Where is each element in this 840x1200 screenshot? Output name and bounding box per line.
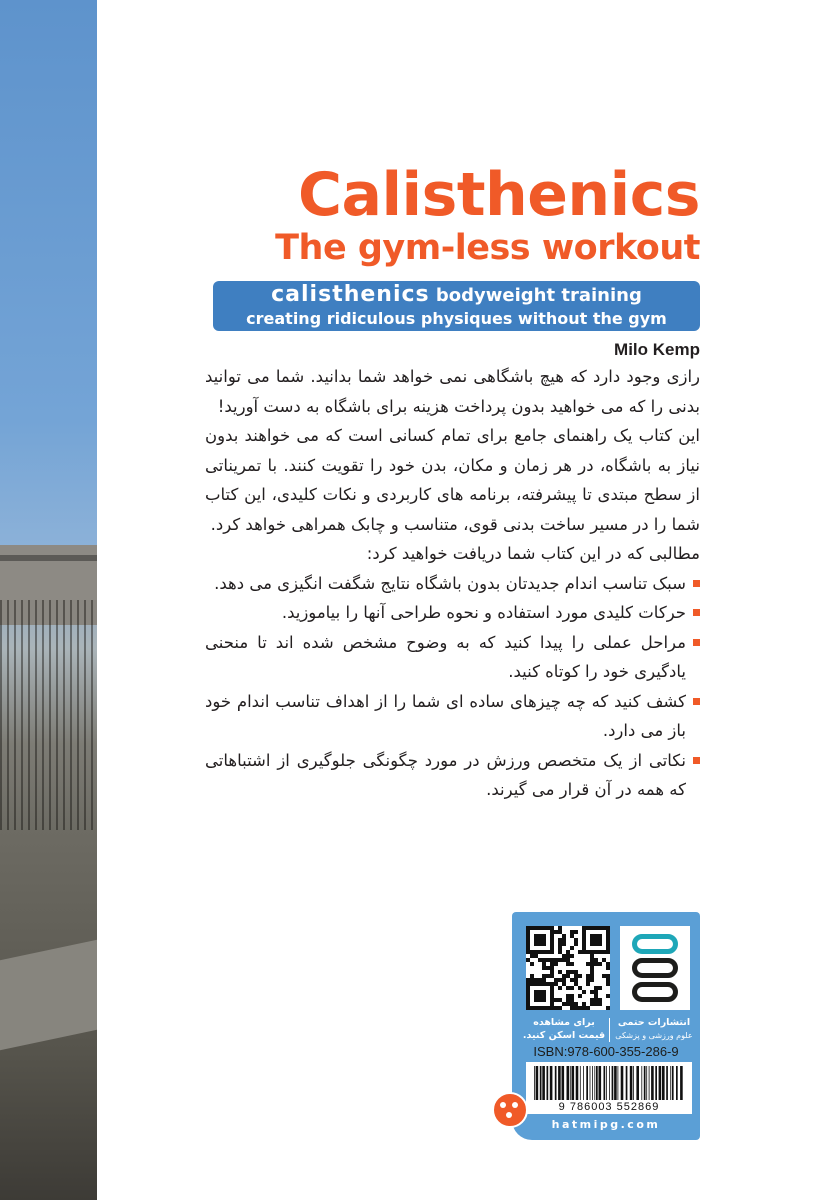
barcode-bar <box>562 1066 565 1100</box>
isbn-text: ISBN:978-600-355-286-9 <box>533 1044 679 1059</box>
qr-cell <box>554 962 558 966</box>
list-item: مراحل عملی را پیدا کنید که به وضوح مشخص شده اند تا منحنی یادگیری خود را کوتاه کنید. <box>205 628 700 687</box>
description-paragraph: این کتاب یک راهنمای جامع برای تمام کسانی است که می خواهند بدون نیاز به باشگاه، در هر زمان و مکان، بدن خود را تقویت کنند. با تمریناتی از سطح مبتدی تا پیشرفته، برنامه های کاربردی و نکات کلیدی، این کتاب شما را در مسیر ساخت بدنی قوی، متناسب و چابک همراهی خواهد کرد. <box>205 426 700 534</box>
barcode-bar <box>646 1066 647 1100</box>
barcode-bar <box>649 1066 650 1100</box>
price-scan-note: برای مشاهده قیمت اسکن کنید. <box>522 1017 606 1041</box>
book-title: Calisthenics <box>297 160 700 230</box>
barcode-bar <box>618 1066 619 1100</box>
barcode-bar <box>612 1066 614 1100</box>
qr-cell <box>558 986 562 990</box>
barcode-bar <box>666 1066 668 1100</box>
barcode-bar <box>680 1066 683 1100</box>
barcode-bar <box>644 1066 646 1100</box>
barcode-bar <box>614 1066 617 1100</box>
publisher-website[interactable]: hatmipg.com <box>551 1118 661 1131</box>
barcode <box>526 1062 692 1114</box>
publisher-name: انتشارات حتمی <box>617 1017 691 1028</box>
publisher-info-box <box>512 912 700 1140</box>
qr-cell <box>570 954 574 958</box>
book-subtitle: The gym-less workout <box>275 228 700 268</box>
book-description <box>205 362 700 805</box>
cover-photo-strip <box>0 0 97 1200</box>
description-paragraph: رازی وجود دارد که هیچ باشگاهی نمی خواهد شما بدانید. شما می توانید بدنی را که می خواهید بدون پرداخت هزینه برای باشگاه به دست آورید! <box>205 367 700 416</box>
barcode-bar <box>655 1066 657 1100</box>
barcode-bar <box>572 1066 575 1100</box>
barcode-bar <box>570 1066 571 1100</box>
barcode-bar <box>558 1066 561 1100</box>
barcode-bar <box>626 1066 628 1100</box>
barcode-bar <box>534 1066 535 1100</box>
barcode-bar <box>590 1066 591 1100</box>
barcode-bar <box>580 1066 581 1100</box>
qr-cell <box>562 942 566 946</box>
publisher-logo-icon <box>620 926 690 1010</box>
qr-cell <box>606 966 610 970</box>
qr-cell <box>530 962 534 966</box>
barcode-bar <box>662 1066 665 1100</box>
barcode-bar <box>609 1066 610 1100</box>
building-roofline <box>0 555 97 561</box>
barcode-bar <box>547 1066 549 1100</box>
barcode-bar <box>670 1066 671 1100</box>
list-item: سبک تناسب اندام جدیدتان بدون باشگاه نتایج شگفت انگیزی می دهد. <box>205 569 700 599</box>
qr-cell <box>590 978 594 982</box>
barcode-bar <box>604 1066 606 1100</box>
barcode-bar <box>651 1066 654 1100</box>
tagline-rest: bodyweight training <box>435 285 642 306</box>
barcode-bar <box>592 1066 593 1100</box>
qr-cell <box>606 994 610 998</box>
publisher-badge-icon <box>492 1092 528 1128</box>
barcode-bar <box>567 1066 570 1100</box>
barcode-bar <box>606 1066 607 1100</box>
barcode-bar <box>636 1066 639 1100</box>
qr-cell <box>606 982 610 986</box>
barcode-bar <box>536 1066 539 1100</box>
barcode-bar <box>672 1066 674 1100</box>
list-item: کشف کنید که چه چیزهای ساده ای شما را از اهداف تناسب اندام خود باز می دارد. <box>205 687 700 746</box>
list-item: حرکات کلیدی مورد استفاده و نحوه طراحی آنها را بیاموزید. <box>205 598 700 628</box>
barcode-bar <box>576 1066 579 1100</box>
barcode-bar <box>555 1066 557 1100</box>
barcode-bar <box>542 1066 545 1100</box>
barcode-bar <box>550 1066 553 1100</box>
barcode-bar <box>633 1066 634 1100</box>
qr-cell <box>578 974 582 978</box>
qr-cell <box>598 962 602 966</box>
qr-cell <box>550 950 554 954</box>
barcode-bar <box>621 1066 624 1100</box>
qr-cell <box>606 1006 610 1010</box>
tagline-line-2: creating ridiculous physiques without the gym <box>246 309 667 328</box>
barcode-bar <box>659 1066 662 1100</box>
barcode-bar <box>596 1066 598 1100</box>
qr-cell <box>574 942 578 946</box>
qr-cell <box>570 962 574 966</box>
publisher-subtitle: علوم ورزشی و پزشکی <box>615 1031 693 1040</box>
qr-cell <box>574 930 578 934</box>
barcode-bar <box>641 1066 642 1100</box>
tagline-box <box>213 281 700 331</box>
qr-cell <box>570 946 574 950</box>
barcode-bars-icon <box>534 1066 684 1100</box>
publisher-name-block <box>612 1016 696 1042</box>
barcode-number: 9 786003 552869 <box>558 1101 660 1113</box>
qr-cell <box>606 950 610 954</box>
qr-cell <box>586 1006 590 1010</box>
qr-cell <box>598 1002 602 1006</box>
qr-cell <box>542 942 546 946</box>
qr-cell <box>582 990 586 994</box>
author-name: Milo Kemp <box>614 340 700 359</box>
barcode-bar <box>599 1066 602 1100</box>
tree-branches <box>0 600 97 830</box>
qr-code-icon[interactable] <box>526 926 610 1010</box>
barcode-bar <box>676 1066 678 1100</box>
qr-cell <box>578 994 582 998</box>
qr-cell <box>558 1006 562 1010</box>
tagline-keyword: calisthenics <box>271 282 430 307</box>
barcode-bar <box>630 1066 633 1100</box>
barcode-bar <box>540 1066 542 1100</box>
divider <box>609 1018 610 1042</box>
qr-cell <box>542 998 546 1002</box>
tagline-line-1 <box>213 281 700 308</box>
qr-cell <box>570 986 574 990</box>
barcode-bar <box>586 1066 588 1100</box>
qr-cell <box>598 986 602 990</box>
benefits-list <box>205 569 700 805</box>
qr-cell <box>598 942 602 946</box>
barcode-bar <box>594 1066 595 1100</box>
description-paragraph: مطالبی که در این کتاب شما دریافت خواهید کرد: <box>366 544 700 563</box>
list-item: نکاتی از یک متخصص ورزش در مورد چگونگی جلوگیری از اشتباهاتی که همه در آن قرار می گیرند. <box>205 746 700 805</box>
barcode-bar <box>583 1066 584 1100</box>
qr-cell <box>586 982 590 986</box>
